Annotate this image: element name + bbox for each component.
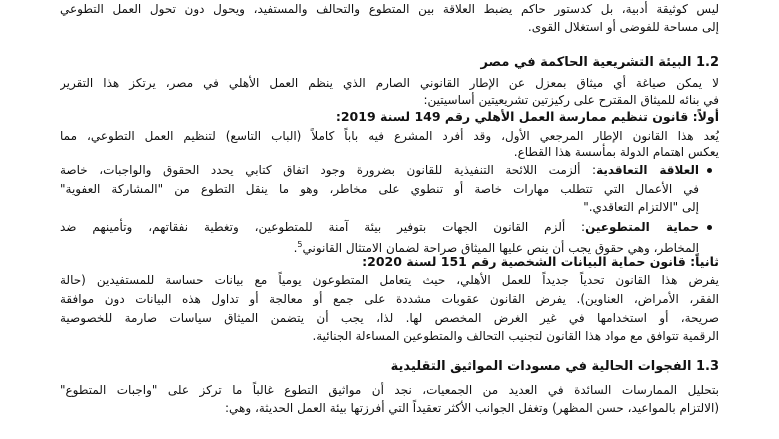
first-law-title: أولاً: قانون تنظيم ممارسة العمل الأهلي رقم 149 لسنة 2019:	[335, 109, 719, 124]
section-1-3-heading: 1.3 الفجوات الحالية في مسودات المواثيق التقليدية	[390, 359, 719, 374]
bullet-2-line-1-text: : ألزم القانون الجهات بتوفير بيئة آمنة للمتطوعين، وتغطية نفقاتهم، وتأمينهم ضد	[60, 220, 586, 234]
section-1-3-line-1: بتحليل الممارسات السائدة في العديد من الجمعيات، نجد أن مواثيق التطوع غالباً ما تركز على "واجبات المتطوع"	[60, 383, 719, 397]
bullet-1-dot	[707, 168, 712, 173]
bullet-2-line-2-end: .	[293, 241, 298, 255]
second-law-line-4: الرقمية تتوافق مع مواد هذا القانون لتجنيب التحالف والمتطوعين المساءلة الجنائية.	[312, 329, 719, 343]
section-1-3-line-2: (الالتزام بالمواعيد، حسن المظهر) وتغفل الجوانب الأكثر تعقيداً التي أفرزتها بيئة العمل الحديثة، وهي:	[224, 401, 719, 415]
bullet-1-line-2: في الأعمال التي تتطلب مهارات خاصة أو تنطوي على مخاطر، وهو ما ينقل التطوع من "المشاركة العفوية"	[60, 182, 699, 196]
intro-line-1: ليس كوثيقة أدبية، بل كدستور حاكم يضبط العلاقة بين المتطوع والتحالف والمستفيد، ويحول دون تحول العمل التطوعي	[60, 2, 719, 16]
bullet-1-line-1-text: : ألزمت اللائحة التنفيذية للقانون بضرورة وجود اتفاق كتابي يحدد الحقوق والواجبات، خاصة	[60, 163, 597, 177]
second-law-title: ثانياً: قانون حماية البيانات الشخصية رقم 151 لسنة 2020:	[362, 254, 719, 269]
second-law-line-1: يفرض هذا القانون تحدياً جديداً للعمل الأهلي، حيث يتعامل المتطوعون يومياً مع بيانات حساسة للمستفيدين (حالة	[60, 273, 719, 287]
section-1-2-para-line-1: لا يمكن صياغة أي ميثاق بمعزل عن الإطار القانوني الصارم الذي ينظم العمل الأهلي في مصر، يرتكز هذا التقرير	[60, 76, 719, 90]
bullet-2-term: حماية المتطوعين	[585, 220, 699, 234]
second-law-line-2: الفقر، الأمراض، العناوين). يفرض القانون عقوبات مشددة على جمع أو معالجة أو تداول هذه البيانات دون موافقة	[60, 292, 719, 306]
section-1-2-para-line-2: في بنائه للميثاق المقترح على ركيزتين تشريعيتين أساسيتين:	[423, 93, 719, 107]
bullet-2-dot	[707, 225, 712, 230]
second-law-line-3: صريحة، أو استخدامها في غير الغرض المخصص لها. لذا، يجب أن يتضمن الميثاق سياسات صارمة للخصوصية	[60, 311, 719, 325]
bullet-1-line-3: إلى "الالتزام التعاقدي."	[583, 200, 699, 214]
bullet-1-line-1	[60, 161, 699, 179]
intro-line-2: إلى مساحة للفوضى أو استغلال القوى.	[527, 20, 719, 34]
bullet-1-term: العلاقة التعاقدية	[596, 163, 699, 177]
bullet-2-line-1	[60, 218, 699, 236]
bullet-2-line-2-text: المخاطر، وهي حقوق يجب أن ينص عليها الميثاق صراحة لضمان الامتثال القانوني	[302, 241, 699, 255]
first-law-desc-line-2: يعكس اهتمام الدولة بمأسسة هذا القطاع.	[513, 145, 719, 159]
footnote-marker: 5	[297, 240, 303, 249]
first-law-desc-line-1: يُعد هذا القانون الإطار المرجعي الأول، وقد أفرد المشرع فيه باباً كاملاً (الباب التاسع) لتنظيم العمل التطوعي، مما	[60, 129, 719, 143]
section-1-2-heading: 1.2 البيئة التشريعية الحاكمة في مصر	[480, 55, 719, 70]
